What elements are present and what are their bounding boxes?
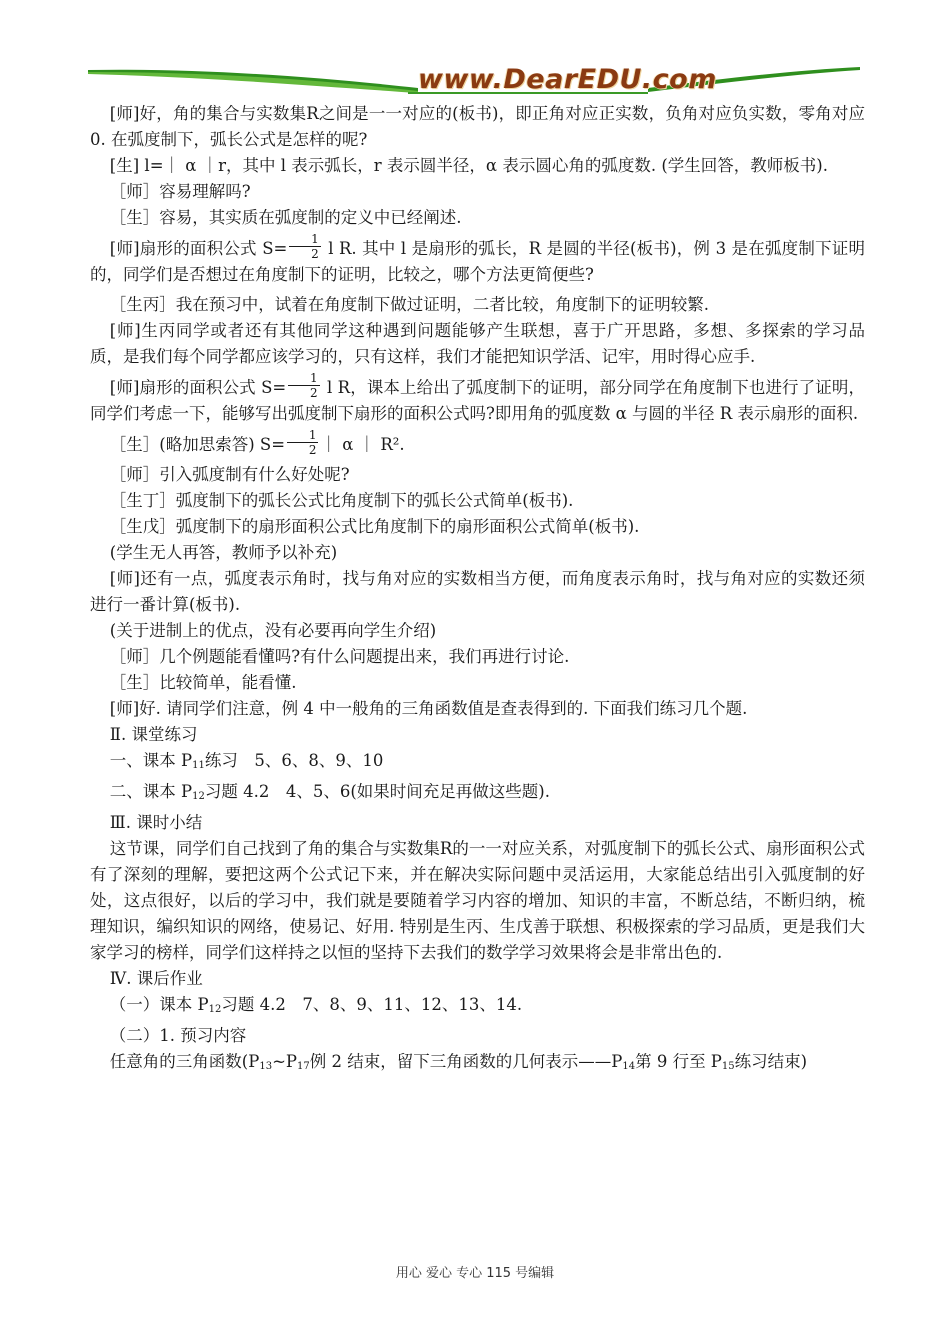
paragraph-3: ［师］容易理解吗? [109,182,251,201]
text-segment: ~P [272,1052,298,1071]
paragraph-1: [师]好，角的集合与实数集R之间是一一对应的(板书)，即正角对应正实数，负角对应负实数，零角对应0. 在弧度制下，弧长公式是怎样的呢? [90,104,865,149]
text-segment: [师]扇形的面积公式 S= [109,378,287,397]
text-segment: l R，课本上给出了弧度制下的证明，部分同学在角度制下也进行了证明，同学们考虑一下，能够写出弧度制下扇形的面积公式吗?即用角的弧度数 α 与圆的半径 R 表示扇形的面积. [90,378,865,423]
paragraph-16: ［师］几个例题能看懂吗?有什么问题提出来，我们再进行讨论. [109,647,570,666]
paragraph-14: [师]还有一点，弧度表示角时，找与角对应的实数相当方便，而角度表示角时，找与角对应的实数还须进行一番计算(板书). [90,569,865,614]
paragraph-4: ［生］容易，其实质在弧度制的定义中已经阐述. [109,208,462,227]
text-segment: 二、课本 P [109,782,193,801]
paragraph-8 [90,371,865,427]
page-subscript: 12 [208,1004,222,1015]
paragraph-9 [90,428,865,458]
text-segment: 一、课本 P [109,751,193,770]
section-heading-homework: Ⅳ. 课后作业 [109,969,203,988]
summary-paragraph: 这节课，同学们自己找到了角的集合与实数集R的一一对应关系，对弧度制下的弧长公式、扇形面积公式有了深刻的理解，要把这两个公式记下来，并在解决实际问题中灵活运用，大家能总结出引入弧度制的好处，这点很好，以后的学习中，我们就是要随着学习内容的增加、知识的丰富，不断总结，不断归纳，梳理知识，编织知识的网络，使易记、好用. 特别是生丙、生戊善于联想、积极探索的学习品质，更是我们大家学习的榜样，同学们这样持之以恒的坚持下去我们的数学学习效果将会是非常出色的. [90,839,865,962]
paragraph-7: [师]生丙同学或者还有其他同学这种遇到问题能够产生联想，喜于广开思路，多想、多探索的学习品质，是我们每个同学都应该学习的，只有这样，我们才能把知识学活、记牢，用时得心应手. [90,321,865,366]
page-subscript: 14 [622,1061,636,1072]
text-segment: 任意角的三角函数(P [109,1052,260,1071]
text-segment: 练习结束) [734,1052,808,1071]
text-segment: （一）课本 P [109,995,209,1014]
text-segment: l R. 其中 l 是扇形的弧长，R 是圆的半径(板书)，例 3 是在弧度制下证明的，同学们是否想过在角度制下的证明，比较之，哪个方法更简便些? [90,239,865,284]
paragraph-6: ［生丙］我在预习中，试着在角度制下做过证明，二者比较，角度制下的证明较繁. [109,295,710,314]
page-subscript: 15 [721,1061,735,1072]
text-segment: 习题 4.2 7、8、9、11、12、13、14. [221,995,523,1014]
exercise-item-1 [90,748,865,779]
page-footer: 用心 爱心 专心 115 号编辑 [395,1266,555,1281]
paragraph-10: ［师］引入弧度制有什么好处呢? [109,465,350,484]
paragraph-15: (关于进制上的优点，没有必要再向学生介绍) [109,621,437,640]
text-segment: 第 9 行至 P [635,1052,722,1071]
text-segment: ［生］(略加思索答) S= [109,435,286,454]
document-body [90,101,865,1080]
site-logo[interactable]: www.DearEDU.com [418,64,717,95]
paragraph-18: [师]好. 请同学们注意，例 4 中一般角的三角函数值是查表得到的. 下面我们练习几个题. [109,699,748,718]
text-segment: 习题 4.2 4、5、6(如果时间充足再做这些题). [204,782,550,801]
paragraph-2: [生] l=｜ α ｜r，其中 l 表示弧长，r 表示圆半径，α 表示圆心角的弧度数. (学生回答，教师板书). [109,156,828,175]
preview-content [90,1049,865,1080]
page-subscript: 12 [192,791,205,802]
page-subscript: 17 [297,1061,310,1072]
page-subscript: 11 [192,760,205,771]
paragraph-11: ［生丁］弧度制下的弧长公式比角度制下的弧长公式简单(板书). [109,491,574,510]
fraction-one-half: $\frac{1}{2}$ [287,428,318,457]
fraction-one-half: $\frac{1}{2}$ [289,232,320,261]
text-segment: [师]扇形的面积公式 S= [109,239,288,258]
section-heading-summary: Ⅲ. 课时小结 [109,813,203,832]
site-header-banner [88,58,860,104]
paragraph-13: (学生无人再答，教师予以补充) [109,543,338,562]
text-segment: 练习 5、6、8、9、10 [204,751,384,770]
exercise-item-2 [90,779,865,810]
homework-item-2: （二）1. 预习内容 [109,1026,247,1045]
text-segment: 例 2 结束，留下三角函数的几何表示——P [309,1052,623,1071]
section-heading-practice: Ⅱ. 课堂练习 [109,725,198,744]
text-segment: ｜ α ｜ R². [320,435,405,454]
homework-item-1 [90,992,865,1023]
paragraph-5 [90,232,865,288]
paragraph-12: ［生戊］弧度制下的扇形面积公式比角度制下的扇形面积公式简单(板书). [109,517,640,536]
fraction-one-half: $\frac{1}{2}$ [288,371,319,400]
paragraph-17: ［生］比较简单，能看懂. [109,673,297,692]
page-subscript: 13 [259,1061,273,1072]
